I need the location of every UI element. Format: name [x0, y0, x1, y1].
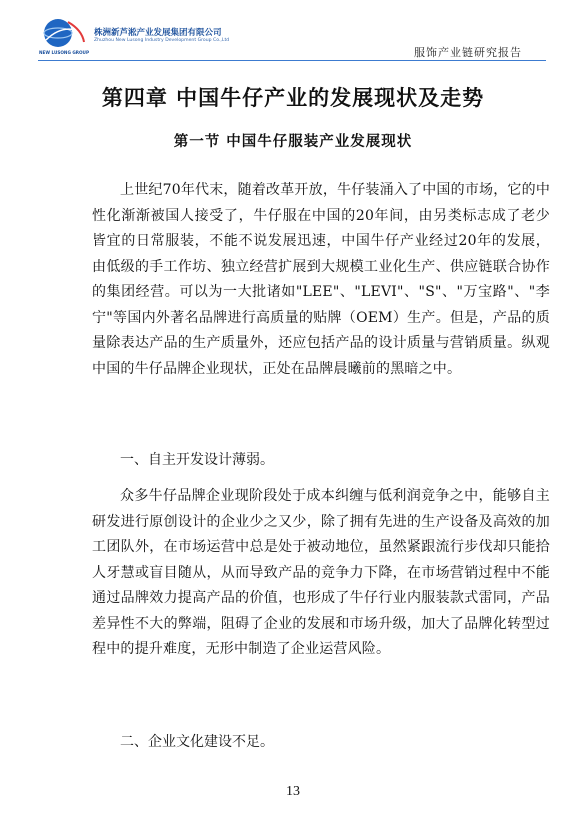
- subheading-1-container: [92, 448, 550, 474]
- company-logo: [38, 16, 248, 56]
- company-name-en: Zhuzhou New Lusong Industry Development Group Co.,Ltd: [94, 38, 230, 43]
- section-title: 第一节 中国牛仔服装产业发展现状: [173, 133, 413, 150]
- logo-wordmark: NEW LUSONG GROUP: [39, 50, 90, 55]
- body-paragraph-2-container: [92, 484, 550, 663]
- body-paragraph-2: 众多牛仔品牌企业现阶段处于成本纠缠与低利润竞争之中，能够自主研发进行原创设计的企业少之又少，除了拥有先进的生产设备及高效的加工团队外，在市场运营中总是处于被动地位，虽然紧跟流行步伐却只能拾人牙慧或盲目随从，从而导致产品的竞争力下降，在市场营销过程中不能通过品牌效力提高产品的价值，也形成了牛仔行业内服装款式雷同，产品差异性不大的弊端，阻碍了企业的发展和市场升级，加大了品牌化转型过程中的提升难度，无形中制造了企业运营风险。: [92, 488, 550, 657]
- body-paragraph-1-container: [92, 178, 550, 382]
- page-number: 13: [286, 784, 300, 799]
- body-paragraph-1: 上世纪70年代末，随着改革开放，牛仔装涌入了中国的市场，它的中性化渐渐被国人接受了，牛仔服在中国的20年间，由另类标志成了老少皆宜的日常服装，不能不说发展迅速，中国牛仔产业经过20年的发展，由低级的手工作坊、独立经营扩展到大规模工业化生产、供应链联合协作的集团经营。可以为一大批诸如"LEE"、"LEVI"、"S"、"万宝路"、"李宁"等国内外著名品牌进行高质量的贴牌（OEM）生产。但是，产品的质量除表达产品的生产质量外，还应包括产品的设计质量与营销质量。纵观中国的牛仔品牌企业现状，正处在品牌晨曦前的黑暗之中。: [92, 182, 551, 377]
- header-divider: [38, 60, 546, 61]
- globe-logo-icon: [38, 16, 90, 56]
- subheading-2-container: [92, 730, 550, 756]
- subheading-2: 二、企业文化建设不足。: [120, 734, 274, 750]
- chapter-title: 第四章 中国牛仔产业的发展现状及走势: [101, 85, 485, 110]
- subheading-1: 一、自主开发设计薄弱。: [120, 452, 274, 468]
- report-name: 服饰产业链研究报告: [414, 46, 522, 59]
- company-name-cn: 株洲新芦淞产业发展集团有限公司: [94, 28, 222, 38]
- page-header: [0, 0, 586, 62]
